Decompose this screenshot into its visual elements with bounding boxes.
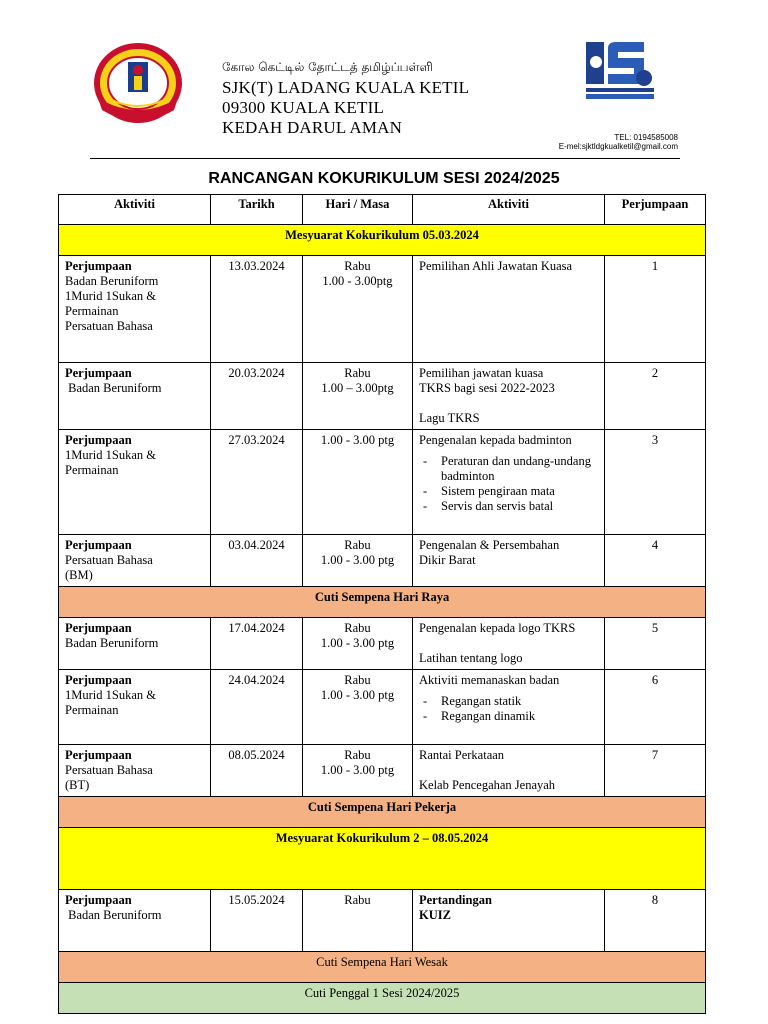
group-line: (BM)	[65, 568, 93, 582]
group-line: Permainan	[65, 463, 119, 477]
activity-cell	[413, 430, 605, 535]
activity-line: Aktiviti memanaskan badan	[419, 673, 560, 687]
date-cell: 03.04.2024	[211, 535, 303, 587]
col-header-day-time: Hari / Masa	[303, 195, 413, 225]
band-label: Mesyuarat Kokurikulum 2 – 08.05.2024	[59, 828, 706, 890]
contact-email: E-mel:sjktldgkualketil@gmail.com	[558, 142, 678, 151]
activity-line: KUIZ	[419, 908, 451, 922]
date-cell: 17.04.2024	[211, 618, 303, 670]
band-hari-raya	[59, 587, 706, 618]
activity-cell	[413, 535, 605, 587]
activity-cell	[413, 618, 605, 670]
activity-line: Pengenalan & Persembahan	[419, 538, 560, 552]
activity-cell	[413, 890, 605, 952]
table-header-row	[59, 195, 706, 225]
activity-line: Dikir Barat	[419, 553, 476, 567]
band-label: Cuti Sempena Hari Pekerja	[59, 797, 706, 828]
group-line: 1Murid 1Sukan &	[65, 448, 156, 462]
day-text: Rabu	[344, 621, 371, 635]
bullet-item: - Servis dan servis batal	[441, 499, 598, 514]
row-head: Perjumpaan	[65, 893, 132, 907]
bullet-item: - Sistem pengiraan mata	[441, 484, 598, 499]
day-time-cell	[303, 618, 413, 670]
table-row	[59, 618, 706, 670]
meeting-number: 8	[605, 890, 706, 952]
table-row	[59, 670, 706, 745]
day-time-cell	[303, 670, 413, 745]
school-name: SJK(T) LADANG KUALA KETIL	[222, 78, 470, 97]
contact-phone: TEL: 0194585008	[614, 133, 678, 142]
date-cell: 15.05.2024	[211, 890, 303, 952]
meeting-number: 3	[605, 430, 706, 535]
activity-cell	[413, 670, 605, 745]
band-meeting-2	[59, 828, 706, 890]
table-row	[59, 890, 706, 952]
bullet-item: - Regangan dinamik	[441, 709, 598, 724]
day-time-cell	[303, 535, 413, 587]
group-line: (BT)	[65, 778, 90, 792]
table-row	[59, 745, 706, 797]
group-cell	[59, 256, 211, 363]
bullet-item: - Peraturan dan undang-undang badminton	[441, 454, 598, 484]
school-tamil-name: கோல கெட்டில் தோட்டத் தமிழ்ப்பள்ளி	[222, 60, 433, 74]
col-header-date: Tarikh	[211, 195, 303, 225]
day-text: Rabu	[344, 748, 371, 762]
transformasi-sekolah-logo-icon	[584, 40, 656, 102]
date-cell: 13.03.2024	[211, 256, 303, 363]
row-head: Perjumpaan	[65, 538, 132, 552]
group-line: Persatuan Bahasa	[65, 319, 153, 333]
time-text: 1.00 – 3.00ptg	[321, 381, 394, 395]
row-head: Perjumpaan	[65, 621, 132, 635]
band-hari-pekerja	[59, 797, 706, 828]
group-line: 1Murid 1Sukan &	[65, 289, 156, 303]
band-label: Cuti Penggal 1 Sesi 2024/2025	[59, 983, 706, 1014]
header-divider	[90, 158, 680, 159]
meeting-number: 5	[605, 618, 706, 670]
group-line: Badan Beruniform	[65, 381, 162, 395]
activity-line: Latihan tentang logo	[419, 651, 523, 665]
group-line: Badan Beruniform	[65, 908, 162, 922]
group-line: Persatuan Bahasa	[65, 763, 153, 777]
activity-bullets	[419, 694, 598, 724]
date-cell: 24.04.2024	[211, 670, 303, 745]
date-cell: 08.05.2024	[211, 745, 303, 797]
activity-line: Kelab Pencegahan Jenayah	[419, 778, 556, 792]
day-time-cell	[303, 430, 413, 535]
table-row	[59, 430, 706, 535]
school-crest-icon	[92, 40, 184, 126]
activity-line: Pengenalan kepada logo TKRS	[419, 621, 576, 635]
row-head: Perjumpaan	[65, 433, 132, 447]
group-cell	[59, 670, 211, 745]
day-time-cell	[303, 256, 413, 363]
group-line: Permainan	[65, 304, 119, 318]
group-cell	[59, 535, 211, 587]
band-meeting-1	[59, 225, 706, 256]
group-cell	[59, 890, 211, 952]
day-text: Rabu	[344, 259, 371, 273]
row-head: Perjumpaan	[65, 673, 132, 687]
meeting-number: 7	[605, 745, 706, 797]
band-label: Mesyuarat Kokurikulum 05.03.2024	[59, 225, 706, 256]
activity-line: Lagu TKRS	[419, 411, 480, 425]
meeting-number: 4	[605, 535, 706, 587]
school-state: KEDAH DARUL AMAN	[222, 118, 403, 137]
group-cell	[59, 430, 211, 535]
time-text: 1.00 - 3.00 ptg	[320, 688, 395, 702]
group-cell	[59, 363, 211, 430]
band-cuti-penggal	[59, 983, 706, 1014]
group-line: Badan Beruniform	[65, 636, 159, 650]
band-hari-wesak	[59, 952, 706, 983]
activity-cell	[413, 256, 605, 363]
activity-line: TKRS bagi sesi 2022-2023	[419, 381, 555, 395]
activity-line: Pertandingan	[419, 893, 492, 907]
activity-bullets	[419, 454, 598, 514]
day-text: Rabu	[344, 366, 371, 380]
activity-cell	[413, 745, 605, 797]
group-line: Badan Beruniform	[65, 274, 159, 288]
group-line: 1Murid 1Sukan &	[65, 688, 156, 702]
time-text: 1.00 - 3.00 ptg	[320, 553, 395, 567]
group-cell	[59, 745, 211, 797]
school-address: 09300 KUALA KETIL	[222, 98, 385, 117]
activity-line: Pengenalan kepada badminton	[419, 433, 572, 447]
band-label: Cuti Sempena Hari Raya	[59, 587, 706, 618]
col-header-activity: Aktiviti	[59, 195, 211, 225]
row-head: Perjumpaan	[65, 366, 132, 380]
table-row	[59, 363, 706, 430]
col-header-activity-detail: Aktiviti	[413, 195, 605, 225]
day-text: Rabu	[344, 893, 371, 907]
activity-line: Pemilihan jawatan kuasa	[419, 366, 544, 380]
band-label: Cuti Sempena Hari Wesak	[59, 952, 706, 983]
day-text: Rabu	[344, 673, 371, 687]
bullet-item: - Regangan statik	[441, 694, 598, 709]
group-line: Persatuan Bahasa	[65, 553, 153, 567]
row-head: Perjumpaan	[65, 259, 132, 273]
page-title: RANCANGAN KOKURIKULUM SESI 2024/2025	[208, 170, 560, 187]
group-cell	[59, 618, 211, 670]
group-line: Permainan	[65, 703, 119, 717]
table-row	[59, 535, 706, 587]
time-text: 1.00 - 3.00 ptg	[320, 433, 395, 447]
schedule-table	[58, 194, 706, 1014]
time-text: 1.00 - 3.00 ptg	[320, 636, 395, 650]
meeting-number: 6	[605, 670, 706, 745]
time-text: 1.00 - 3.00 ptg	[320, 763, 395, 777]
date-cell: 27.03.2024	[211, 430, 303, 535]
day-time-cell	[303, 745, 413, 797]
activity-line: Pemilihan Ahli Jawatan Kuasa	[419, 259, 573, 273]
meeting-number: 2	[605, 363, 706, 430]
table-row	[59, 256, 706, 363]
day-time-cell	[303, 890, 413, 952]
col-header-meeting: Perjumpaan	[605, 195, 706, 225]
time-text: 1.00 - 3.00ptg	[322, 274, 393, 288]
date-cell: 20.03.2024	[211, 363, 303, 430]
day-time-cell	[303, 363, 413, 430]
day-text: Rabu	[344, 538, 371, 552]
meeting-number: 1	[605, 256, 706, 363]
activity-line: Rantai Perkataan	[419, 748, 505, 762]
activity-cell	[413, 363, 605, 430]
row-head: Perjumpaan	[65, 748, 132, 762]
